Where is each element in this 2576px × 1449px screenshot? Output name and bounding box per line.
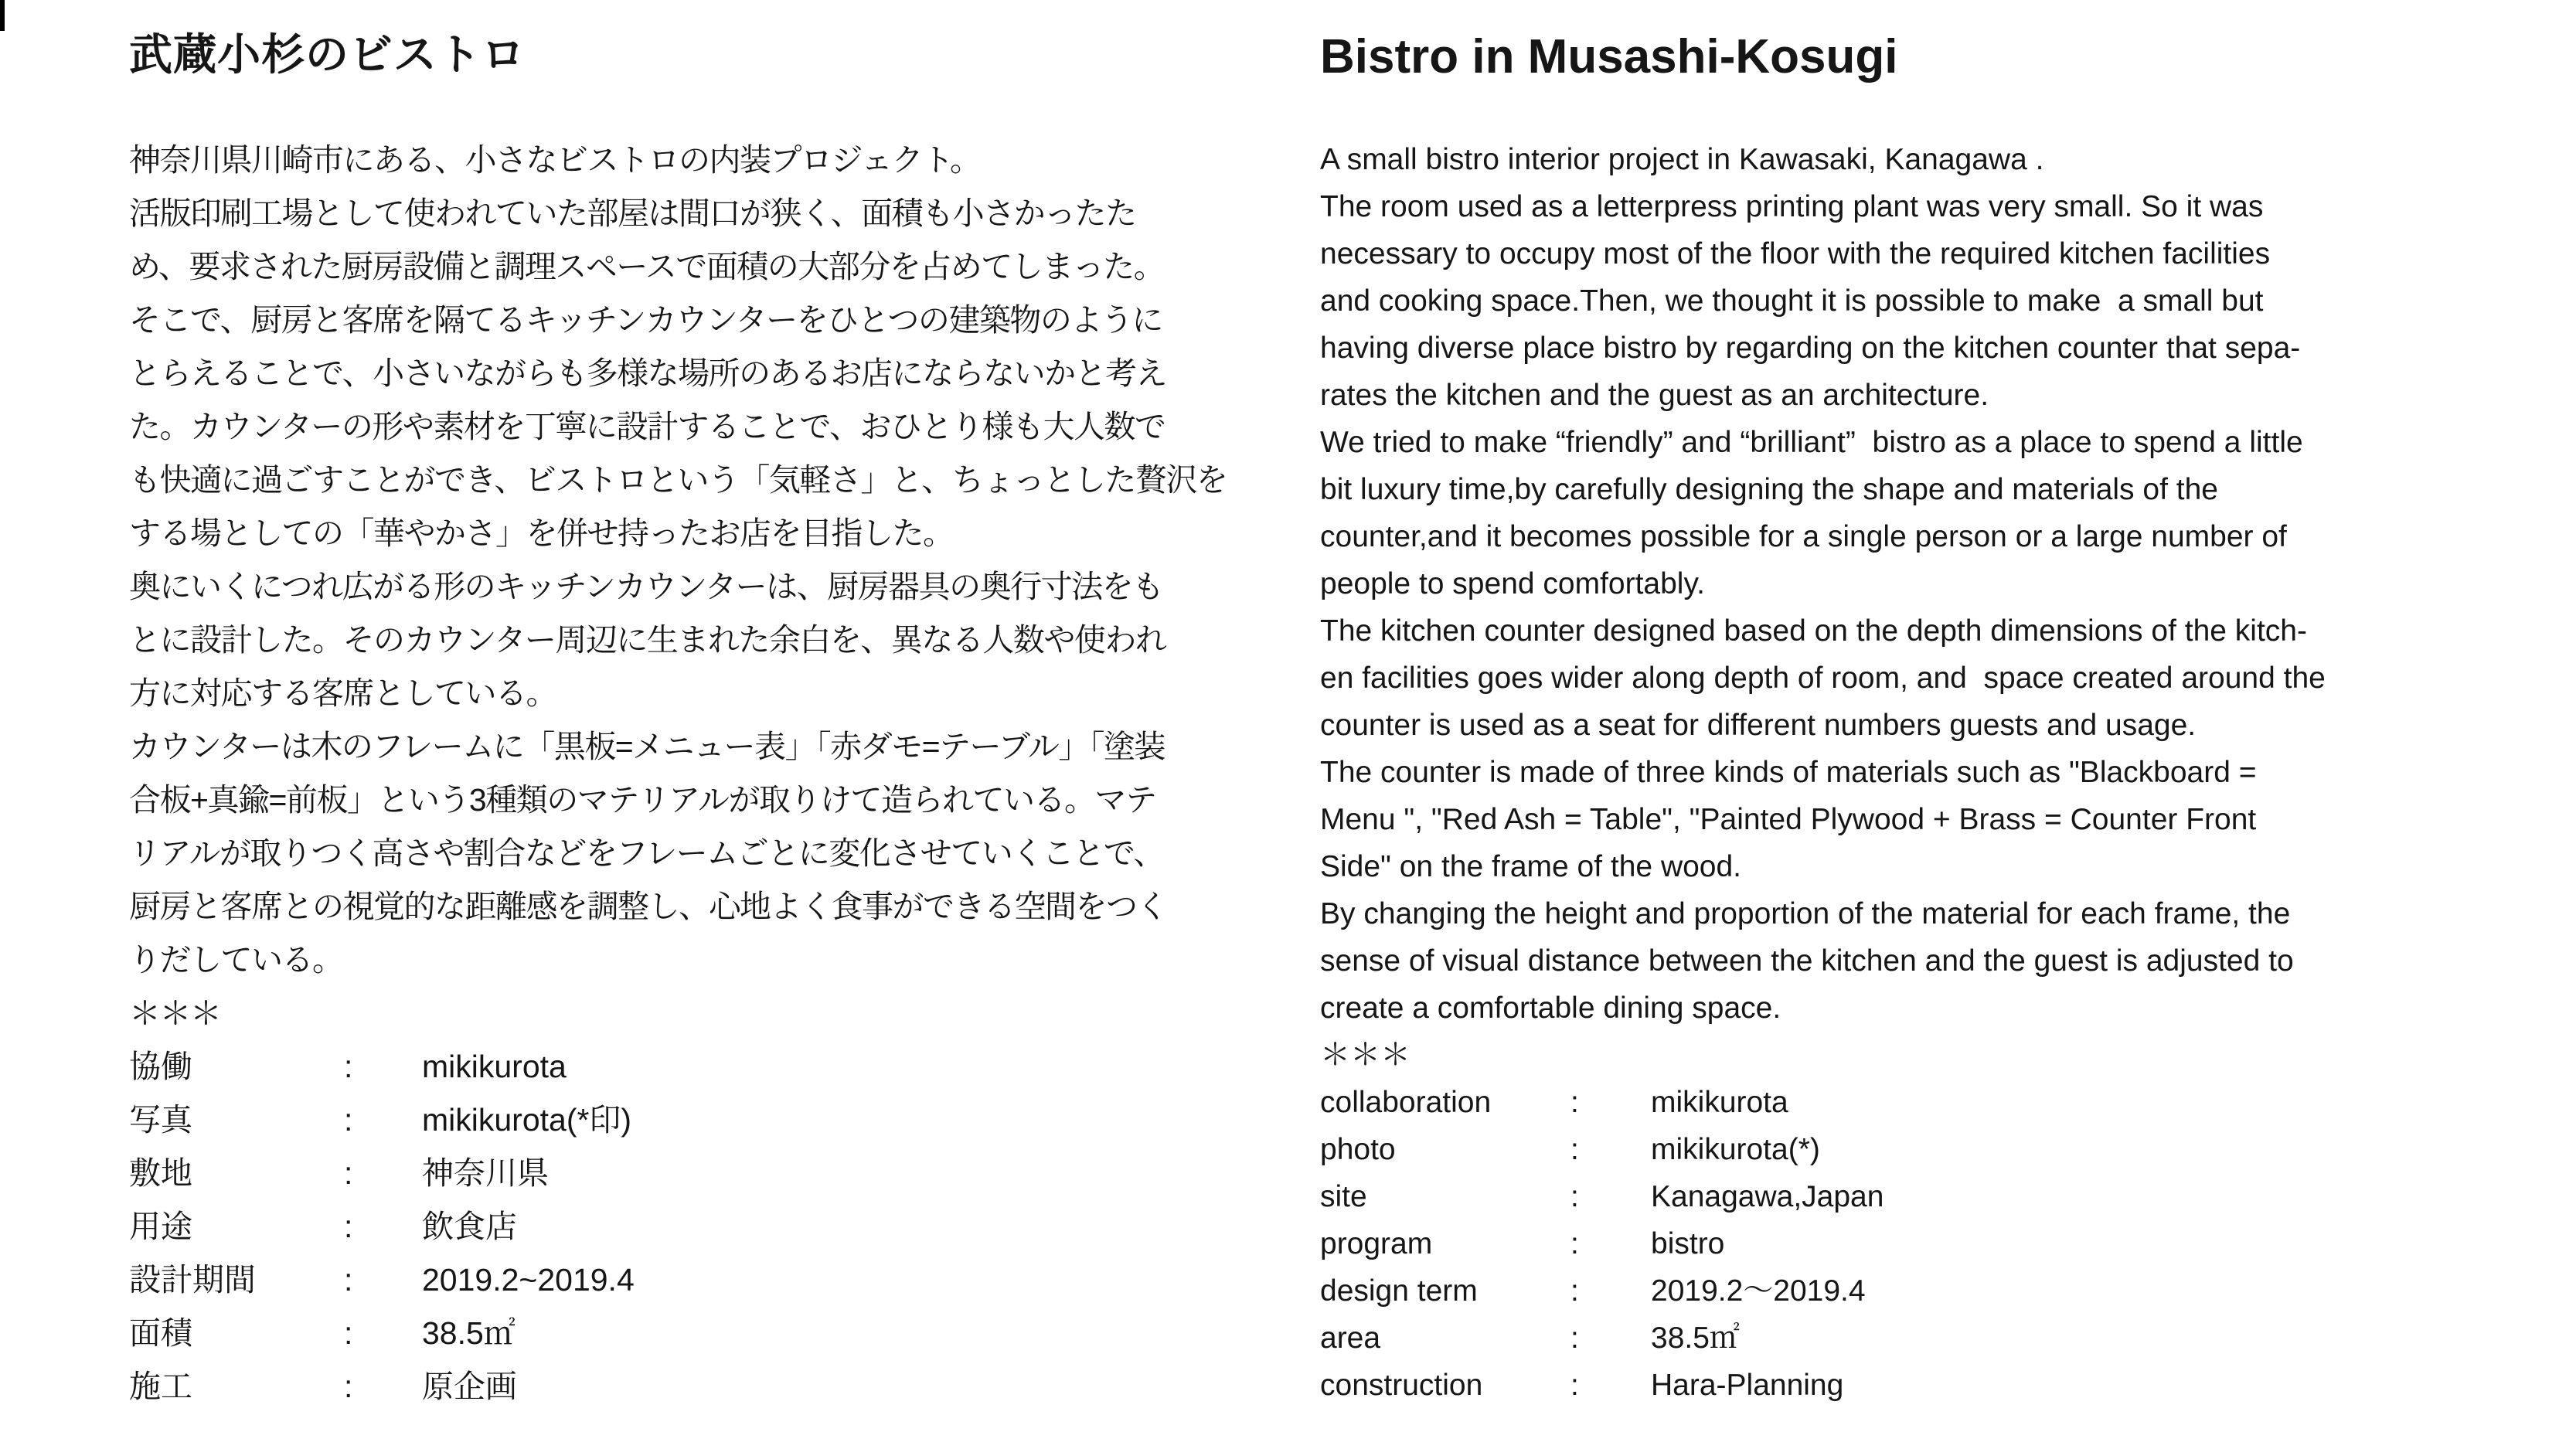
detail-colon: : <box>344 1209 353 1244</box>
body-line: A small bistro interior project in Kawasaki, Kanagawa . <box>1320 143 2044 176</box>
detail-colon: : <box>1570 1321 1579 1355</box>
detail-row <box>1320 1079 2557 1126</box>
detail-row <box>1320 1362 2557 1409</box>
body-line: 厨房と客席との視覚的な距離感を調整し、心地よく食事ができる空間をつく <box>129 889 1167 924</box>
detail-value: bistro <box>1651 1227 1725 1260</box>
detail-value: 原企画 <box>422 1369 517 1404</box>
detail-row <box>129 1147 1265 1200</box>
detail-label: 協働 <box>129 1049 192 1084</box>
body-line: Menu ", "Red Ash = Table", "Painted Plywood + Brass = Counter Front <box>1320 803 2257 836</box>
detail-label: 設計期間 <box>129 1262 256 1298</box>
body-line: people to spend comfortably. <box>1320 567 1705 600</box>
detail-label: photo <box>1320 1133 1396 1166</box>
body-line: The room used as a letterpress printing plant was very small. So it was <box>1320 190 2264 223</box>
detail-colon: : <box>1570 1133 1579 1166</box>
detail-colon: : <box>1570 1274 1579 1308</box>
japanese-details-list <box>129 1040 1265 1413</box>
body-line: め、要求された厨房設備と調理スペースで面積の大部分を占めてしまった。 <box>129 249 1165 284</box>
body-line: having diverse place bistro by regarding on the kitchen counter that sepa- <box>1320 332 2301 365</box>
detail-label: 用途 <box>129 1209 192 1244</box>
body-line: 奥にいくにつれ広がる形のキッチンカウンターは、厨房器具の奥行寸法をも <box>129 569 1163 604</box>
japanese-column <box>129 30 1265 1413</box>
body-line: The counter is made of three kinds of materials such as "Blackboard = <box>1320 756 2257 789</box>
body-line: とに設計した。そのカウンター周辺に生まれた余白を、異なる人数や使われ <box>129 622 1166 658</box>
body-line: bit luxury time,by carefully designing the shape and materials of the <box>1320 473 2218 506</box>
detail-colon: : <box>344 1155 353 1191</box>
detail-label: 写真 <box>129 1102 192 1138</box>
detail-value: 神奈川県 <box>422 1155 549 1191</box>
detail-row <box>129 1094 1265 1147</box>
detail-label: construction <box>1320 1369 1483 1402</box>
detail-colon: : <box>344 1102 353 1138</box>
detail-colon: : <box>344 1369 353 1404</box>
page-corner-mark <box>0 0 5 31</box>
detail-value: 2019.2~2019.4 <box>422 1262 635 1298</box>
japanese-title: 武蔵小杉のビストロ <box>129 30 526 79</box>
detail-row <box>129 1253 1265 1307</box>
body-line: た。カウンターの形や素材を丁寧に設計することで、おひとり様も大人数で <box>129 409 1165 444</box>
detail-value: 飲食店 <box>422 1209 517 1244</box>
detail-label: design term <box>1320 1274 1478 1308</box>
english-body-text <box>1320 136 2557 1032</box>
detail-value: mikikurota <box>422 1049 567 1084</box>
detail-label: collaboration <box>1320 1086 1492 1119</box>
english-details-list <box>1320 1079 2557 1409</box>
detail-row <box>129 1360 1265 1413</box>
detail-row <box>1320 1220 2557 1267</box>
body-line: counter,and it becomes possible for a single person or a large number of <box>1320 520 2287 553</box>
body-line: rates the kitchen and the guest as an architecture. <box>1320 379 1989 412</box>
detail-row <box>129 1040 1265 1094</box>
body-line: とらえることで、小さいながらも多様な場所のあるお店にならないかと考え <box>129 355 1167 391</box>
english-separator: ＊＊＊ <box>1320 1039 1411 1072</box>
detail-row <box>1320 1315 2557 1362</box>
detail-value: mikikurota <box>1651 1086 1788 1119</box>
body-line: sense of visual distance between the kitchen and the guest is adjusted to <box>1320 944 2294 978</box>
detail-colon: : <box>1570 1086 1579 1119</box>
body-line: We tried to make “friendly” and “brilliant” bistro as a place to spend a little <box>1320 426 2303 459</box>
body-line: en facilities goes wider along depth of room, and space created around the <box>1320 662 2326 695</box>
detail-value: Hara-Planning <box>1651 1369 1844 1402</box>
detail-colon: : <box>344 1262 353 1298</box>
body-line: The kitchen counter designed based on the depth dimensions of the kitch- <box>1320 614 2307 648</box>
detail-row <box>1320 1126 2557 1173</box>
body-line: 方に対応する客席としている。 <box>129 675 556 711</box>
detail-colon: : <box>1570 1369 1579 1402</box>
detail-colon: : <box>1570 1180 1579 1213</box>
detail-value: 38.5㎡ <box>1651 1321 1740 1355</box>
body-line: counter is used as a seat for different numbers guests and usage. <box>1320 709 2197 742</box>
japanese-separator: ＊＊＊ <box>129 995 221 1031</box>
body-line: 活版印刷工場として使われていた部屋は間口が狭く、面積も小さかったた <box>129 196 1136 231</box>
detail-value: 2019.2～2019.4 <box>1651 1274 1866 1308</box>
english-title: Bistro in Musashi-Kosugi <box>1320 30 1898 83</box>
body-line: リアルが取りつく高さや割合などをフレームごとに変化させていくことで、 <box>129 835 1164 871</box>
detail-colon: : <box>344 1049 353 1084</box>
detail-value: mikikurota(*) <box>1651 1133 1820 1166</box>
body-line: も快適に過ごすことができ、ビストロという「気軽さ」と、ちょっとした贅沢を <box>129 462 1227 498</box>
body-line: する場としての「華やかさ」を併せ持ったお店を目指した。 <box>129 515 954 551</box>
english-column <box>1320 30 2557 1409</box>
detail-label: 施工 <box>129 1369 192 1404</box>
body-line: そこで、厨房と客席を隔てるキッチンカウンターをひとつの建築物のように <box>129 302 1162 338</box>
detail-value: mikikurota(*印) <box>422 1102 632 1138</box>
body-line: カウンターは木のフレームに「黒板=メニュー表」「赤ダモ=テーブル」「塗装 <box>129 729 1165 764</box>
body-line: and cooking space.Then, we thought it is possible to make a small but <box>1320 284 2264 318</box>
body-line: 合板+真鍮=前板」という3種類のマテリアルが取りけて造られている。マテ <box>129 782 1156 818</box>
body-line: りだしている。 <box>129 942 343 978</box>
detail-label: 敷地 <box>129 1155 192 1191</box>
detail-label: area <box>1320 1321 1381 1355</box>
body-line: Side" on the frame of the wood. <box>1320 850 1742 883</box>
body-line: create a comfortable dining space. <box>1320 992 1781 1025</box>
body-line: necessary to occupy most of the floor with the required kitchen facilities <box>1320 237 2271 270</box>
detail-value: 38.5㎡ <box>422 1315 516 1351</box>
detail-row <box>129 1307 1265 1360</box>
detail-label: 面積 <box>129 1315 192 1351</box>
detail-row <box>1320 1173 2557 1220</box>
body-line: 神奈川県川崎市にある、小さなビストロの内装プロジェクト。 <box>129 142 981 178</box>
detail-label: program <box>1320 1227 1433 1260</box>
detail-value: Kanagawa,Japan <box>1651 1180 1884 1213</box>
body-line: By changing the height and proportion of the material for each frame, the <box>1320 897 2291 930</box>
detail-label: site <box>1320 1180 1367 1213</box>
detail-colon: : <box>1570 1227 1579 1260</box>
detail-row <box>1320 1267 2557 1315</box>
detail-colon: : <box>344 1315 353 1351</box>
detail-row <box>129 1200 1265 1253</box>
japanese-body-text <box>129 134 1265 987</box>
